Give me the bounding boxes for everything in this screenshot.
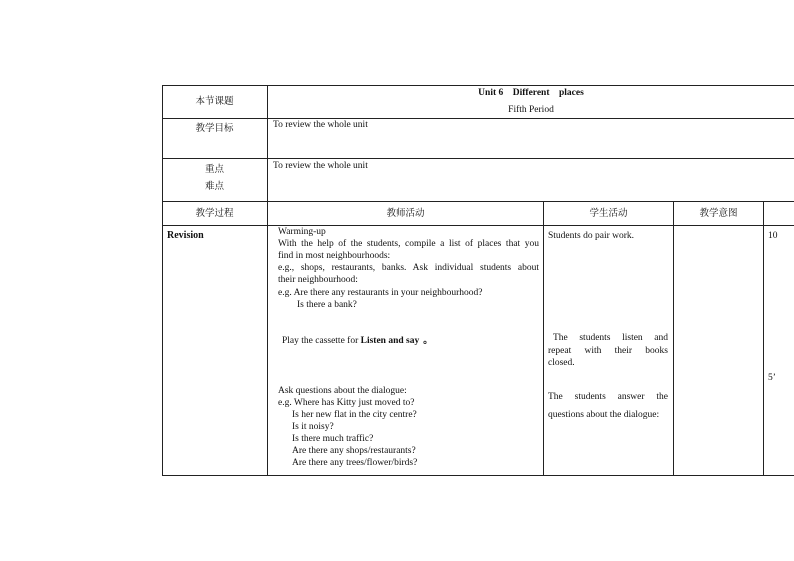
cassette-prefix: Play the cassette for bbox=[282, 336, 361, 346]
teacher-line-1: With the help of the students, compile a list of places that you bbox=[278, 239, 539, 249]
goal-label: 教学目标 bbox=[195, 123, 234, 134]
col-divider-label bbox=[267, 85, 268, 476]
student-answer-1: The students answer the bbox=[548, 392, 668, 402]
teacher-question-4: Is there much traffic? bbox=[292, 434, 374, 444]
col-header-student: 学生活动 bbox=[589, 208, 628, 219]
row-divider-1 bbox=[162, 118, 794, 119]
goal-text: To review the whole unit bbox=[273, 120, 368, 130]
col-divider-student bbox=[673, 201, 674, 476]
student-listen-2: repeat with their books bbox=[548, 346, 668, 356]
student-pair-work: Students do pair work. bbox=[548, 231, 635, 241]
teacher-question-5: Are there any shops/restaurants? bbox=[292, 446, 416, 456]
col-header-process: 教学过程 bbox=[195, 208, 234, 219]
teacher-question-6: Are there any trees/flower/birds? bbox=[292, 458, 418, 468]
difficult-label: 难点 bbox=[204, 181, 224, 192]
teacher-line-5: e.g. Are there any restaurants in your neighbourhood? bbox=[278, 288, 483, 298]
row-divider-3 bbox=[162, 201, 794, 202]
table-border-left bbox=[162, 85, 163, 476]
topic-label: 本节课题 bbox=[195, 96, 234, 107]
table-border-bottom bbox=[162, 475, 794, 476]
teacher-line-6: Is there a bank? bbox=[297, 300, 357, 310]
col-divider-teacher bbox=[543, 201, 544, 476]
unit-title: Unit 6 Different places bbox=[478, 88, 584, 98]
key-label: 重点 bbox=[204, 164, 224, 175]
teacher-warmup: Warming-up bbox=[278, 227, 326, 237]
teacher-question-2: Is her new flat in the city centre? bbox=[292, 410, 417, 420]
cassette-suffix: 。 bbox=[423, 335, 433, 346]
teacher-question-3: Is it noisy? bbox=[292, 422, 334, 432]
teacher-line-3: e.g., shops, restaurants, banks. Ask individual students about bbox=[278, 263, 539, 273]
student-answer-2: questions about the dialogue: bbox=[548, 410, 660, 420]
teacher-question-1: e.g. Where has Kitty just moved to? bbox=[278, 398, 415, 408]
key-text: To review the whole unit bbox=[273, 161, 368, 171]
period-label: Fifth Period bbox=[508, 105, 554, 115]
cassette-bold: Listen and say bbox=[360, 336, 420, 346]
table-border-top bbox=[162, 85, 794, 86]
stage-label: Revision bbox=[167, 230, 204, 241]
row-divider-2 bbox=[162, 158, 794, 159]
time-value-2: 5’ bbox=[768, 373, 776, 383]
col-divider-intent bbox=[763, 201, 764, 476]
teacher-ask: Ask questions about the dialogue: bbox=[278, 386, 407, 396]
cassette-instruction bbox=[282, 335, 433, 347]
col-header-intent: 教学意图 bbox=[699, 208, 738, 219]
student-listen-3: closed. bbox=[548, 358, 575, 368]
col-header-teacher: 教师活动 bbox=[386, 208, 425, 219]
teacher-line-4: their neighbourhood: bbox=[278, 275, 358, 285]
student-listen-1: The students listen and bbox=[553, 333, 668, 343]
teacher-line-2: find in most neighbourhoods: bbox=[278, 251, 391, 261]
time-value-1: 10 bbox=[768, 231, 778, 241]
row-divider-4 bbox=[162, 225, 794, 226]
